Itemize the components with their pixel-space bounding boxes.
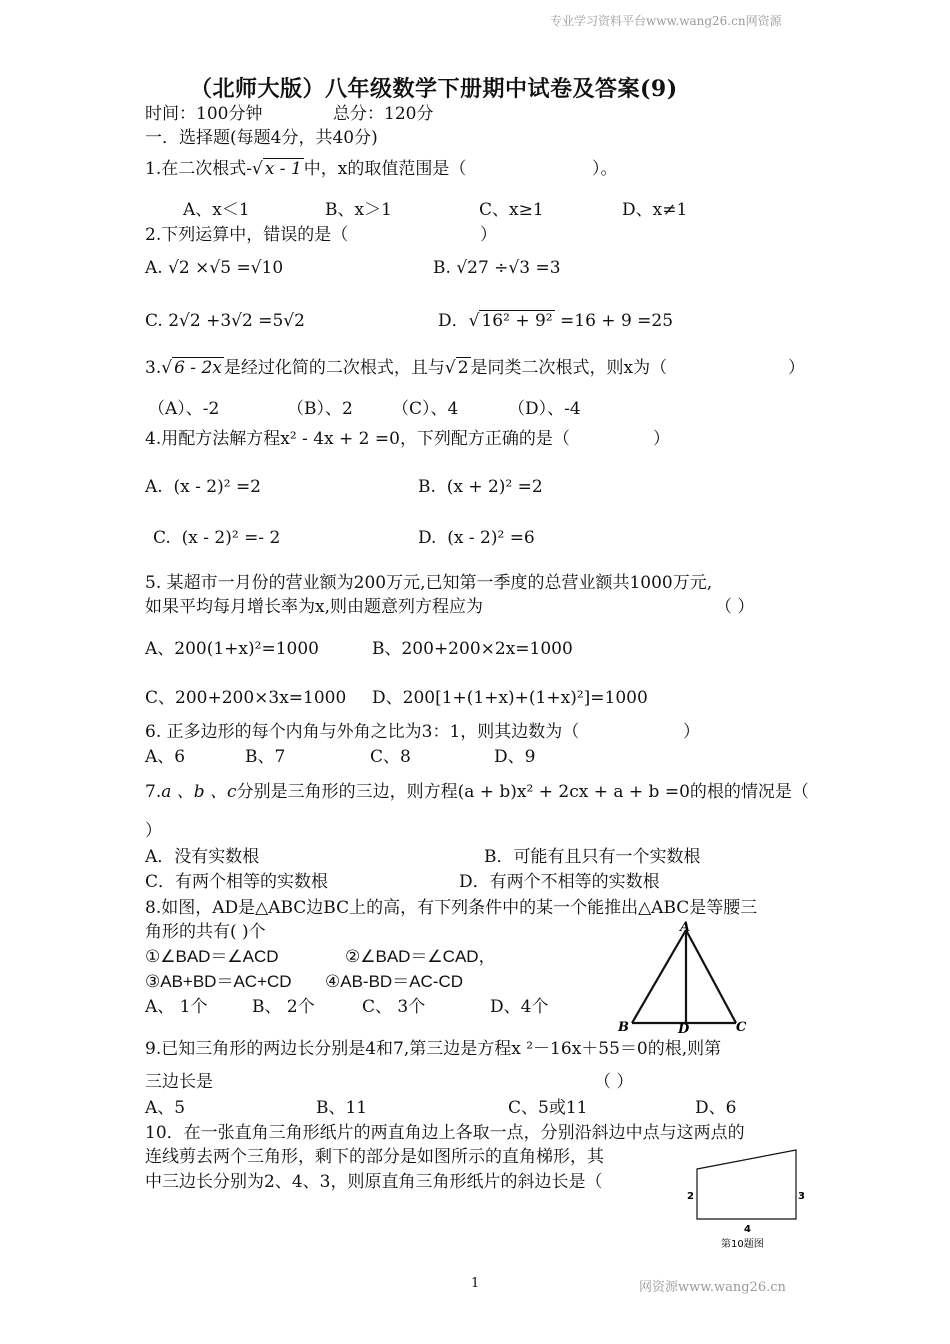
question-5-line2: 如果平均每月增长率为x,则由题意列方程应为: [145, 597, 483, 617]
q3-option-c: （C）、4: [392, 399, 459, 419]
q7-option-c: C．有两个相等的实数根: [145, 872, 329, 892]
trapezoid-right-label: 3: [798, 1191, 805, 1202]
question-5-line1: 5. 某超市一月份的营业额为200万元,已知第一季度的总营业额共1000万元,: [145, 573, 713, 593]
q2-d-label: D．: [438, 311, 469, 331]
q7-equation: (a + b)x² + 2cx + a + b =0: [457, 782, 690, 802]
q3-close: ）: [788, 358, 805, 378]
q1-option-a: A、x＜1: [183, 200, 250, 220]
q4-post: ，下列配方正确的是（: [399, 429, 570, 449]
question-7-stem: [145, 781, 809, 803]
header-watermark: 专业学习资料平台www.wang26.cn网资源: [550, 14, 782, 28]
q5-option-c: C、200+200×3x=1000: [145, 688, 347, 708]
q2-c-expr: 2√2 +3√2 =5√2: [168, 311, 305, 331]
q2-d-radicand: 16² + 9²: [481, 311, 553, 331]
q9-option-b: B、11: [316, 1098, 368, 1118]
q1-prefix: 1.在二次根式-: [145, 159, 252, 179]
q3-mid: 是经过化简的二次根式，且与: [223, 358, 445, 378]
figure-caption: 第10题图: [721, 1239, 764, 1250]
q1-post: 中，x的取值范围是（: [303, 159, 467, 179]
q3-radical: √ 6 - 2x: [161, 358, 222, 378]
side-ab: [632, 930, 686, 1023]
exam-time: 时间：100分钟: [145, 104, 263, 124]
q4-b-expr: (x + 2)² =2: [446, 477, 543, 497]
q8-condition-4: ④AB-BD＝AC-CD: [325, 972, 464, 991]
q7-post: 的根的情况是（: [689, 782, 809, 802]
question-10-line1: 10．在一张直角三角形纸片的两直角边上各取一点，分别沿斜边中点与这两点的: [145, 1123, 745, 1143]
q10-trapezoid-figure: [684, 1144, 809, 1254]
q3-post: 是同类二次根式，则x为（: [470, 358, 668, 378]
q4-option-a: [145, 476, 261, 498]
q2-option-c: [145, 310, 305, 332]
q1-option-d: D、x≠1: [622, 200, 688, 220]
page-number: 1: [471, 1276, 480, 1291]
question-3-stem: [145, 357, 667, 379]
q2-close: ）: [480, 225, 497, 245]
label-d: D: [678, 1022, 690, 1036]
question-6-stem: 6. 正多边形的每个内角与外角之比为3：1，则其边数为（: [145, 722, 580, 742]
q5-option-b: B、200+200×2x=1000: [372, 639, 573, 659]
q2-option-a: [145, 257, 283, 279]
q8-option-d: D、4个: [490, 997, 549, 1017]
trapezoid-bottom-label: 4: [744, 1224, 751, 1235]
q1-close: ）。: [592, 159, 618, 179]
q9-paren: （ ）: [594, 1072, 634, 1092]
trapezoid-left-label: 2: [687, 1191, 694, 1202]
q5-paren: （ ）: [715, 597, 755, 617]
question-10-line2: 连线剪去两个三角形，剩下的部分是如图所示的直角梯形，其: [145, 1147, 604, 1167]
q2-c-label: C.: [145, 311, 163, 331]
question-1-stem: [145, 158, 466, 180]
q2-b-expr: √27 ÷√3 =3: [456, 258, 561, 278]
q5-option-d: D、200[1+(1+x)+(1+x)²]=1000: [372, 688, 648, 708]
q4-c-label: C.: [153, 528, 171, 548]
exam-score: 总分：120分: [333, 104, 434, 124]
question-8-line2: 角形的共有( )个: [145, 922, 266, 942]
q3-radical-2: √ 2: [444, 358, 469, 378]
q2-a-label: A.: [145, 258, 163, 278]
q3-option-a: （A）、-2: [148, 399, 220, 419]
q8-condition-2: ②∠BAD＝∠CAD，: [345, 947, 496, 966]
question-9-line1: 9.已知三角形的两边长分别是4和7,第三边是方程x ²－16x＋55＝0的根,则第: [145, 1039, 722, 1059]
q7-prefix: 7.: [145, 782, 162, 802]
q4-option-d: [418, 527, 535, 549]
q7-option-d: D．有两个不相等的实数根: [459, 872, 660, 892]
question-4-stem: [145, 428, 570, 450]
q1-radicand: x - 1: [264, 159, 302, 179]
q5-option-a: A、200(1+x)²=1000: [145, 639, 319, 659]
q1-radical: √ x - 1: [251, 159, 302, 179]
q9-option-c: C、5或11: [508, 1098, 588, 1118]
q7-vars: a 、b 、c: [161, 782, 237, 802]
q3-radicand: 6 - 2x: [174, 358, 222, 378]
page-title: （北师大版）八年级数学下册期中试卷及答案(9): [190, 76, 678, 102]
q9-option-d: D、6: [695, 1098, 737, 1118]
q4-c-expr: (x - 2)² =- 2: [181, 528, 281, 548]
q2-d-rest: =16 + 9 =25: [554, 311, 674, 331]
footer-watermark: 网资源www.wang26.cn: [639, 1280, 786, 1295]
trapezoid: [697, 1150, 796, 1219]
q4-a-label: A.: [145, 477, 163, 497]
q8-triangle-figure: [610, 918, 760, 1036]
q3-radicand-2: 2: [457, 358, 469, 378]
q4-d-label: D.: [418, 528, 437, 548]
q4-option-b: [418, 476, 543, 498]
q2-option-d: [438, 310, 673, 332]
question-9-line2: 三边长是: [145, 1072, 213, 1092]
label-c: C: [736, 1020, 747, 1035]
q2-b-label: B.: [433, 258, 451, 278]
q4-close: ）: [653, 429, 670, 449]
q3-option-d: （D）、-4: [508, 399, 581, 419]
q3-option-b: （B）、2: [287, 399, 353, 419]
q2-d-radical: √ 16² + 9²: [468, 311, 553, 331]
q8-condition-1: ①∠BAD＝∠ACD: [145, 947, 279, 966]
q3-prefix: 3.: [145, 358, 162, 378]
q4-option-c: [153, 527, 280, 549]
q1-option-b: B、x＞1: [325, 200, 392, 220]
label-a: A: [680, 920, 691, 935]
q4-equation: x² - 4x + 2 =0: [280, 429, 400, 449]
q8-option-a: A、 1个: [145, 997, 208, 1017]
side-ac: [686, 930, 736, 1023]
q6-option-c: C、8: [370, 747, 411, 767]
question-10-line3: 中三边长分别为2、4、3，则原直角三角形纸片的斜边长是（: [145, 1172, 603, 1192]
q4-b-label: B.: [418, 477, 436, 497]
q4-d-expr: (x - 2)² =6: [447, 528, 535, 548]
q2-a-expr: √2 ×√5 =√10: [168, 258, 284, 278]
q2-option-b: [433, 257, 561, 279]
section-heading: 一．选择题(每题4分，共40分): [145, 128, 378, 148]
question-8-line1: 8.如图，AD是△ABC边BC上的高，有下列条件中的某一个能推出△ABC是等腰三: [145, 898, 758, 918]
q8-option-c: C、 3个: [362, 997, 426, 1017]
q7-option-a: A．没有实数根: [145, 847, 260, 867]
q8-condition-3: ③AB+BD＝AC+CD: [145, 972, 292, 991]
question-2-stem: 2.下列运算中，错误的是（: [145, 225, 349, 245]
q7-mid: 分别是三角形的三边，则方程: [236, 782, 458, 802]
q6-close: ）: [683, 722, 700, 742]
q8-option-b: B、 2个: [252, 997, 315, 1017]
label-b: B: [618, 1020, 629, 1035]
q9-option-a: A、5: [145, 1098, 186, 1118]
q1-option-c: C、x≥1: [479, 200, 544, 220]
q4-a-expr: (x - 2)² =2: [173, 477, 261, 497]
q6-option-a: A、6: [145, 747, 186, 767]
q4-prefix: 4.用配方法解方程: [145, 429, 281, 449]
question-7-line2: ）: [145, 821, 162, 841]
q7-option-b: B．可能有且只有一个实数根: [484, 847, 701, 867]
q6-option-d: D、9: [494, 747, 536, 767]
q6-option-b: B、7: [245, 747, 286, 767]
